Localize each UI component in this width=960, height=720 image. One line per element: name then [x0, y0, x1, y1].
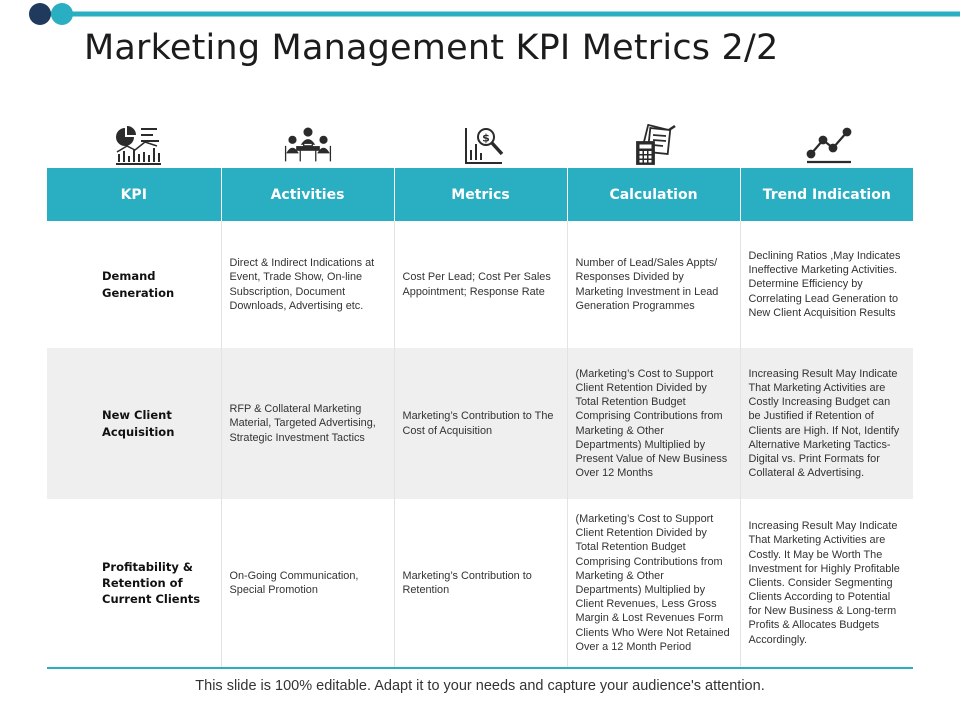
- header-activities: Activities: [221, 168, 394, 221]
- calculation-cell: Number of Lead/Sales Appts/ Responses Divided by Marketing Investment in Lead Generation Programmes: [567, 221, 740, 348]
- pie-chart-report-icon: [113, 124, 163, 166]
- footer-note: This slide is 100% editable. Adapt it to your needs and capture your audience's attention.: [195, 678, 765, 694]
- activities-cell: Direct & Indirect Indications at Event, Trade Show, On-line Subscription, Document Downloads, Advertising etc.: [221, 221, 394, 348]
- table-row: [47, 348, 913, 499]
- activities-cell: On-Going Communication, Special Promotion: [221, 499, 394, 668]
- header-kpi: KPI: [47, 168, 221, 221]
- page-title: Marketing Management KPI Metrics 2/2: [84, 28, 779, 68]
- dollar-magnifier-chart-icon: [456, 124, 506, 166]
- kpi-cell: Demand Generation: [102, 269, 175, 300]
- svg-text:$: $: [482, 131, 490, 145]
- header-metrics: Metrics: [394, 168, 567, 221]
- trend-cell: Declining Ratios ,May Indicates Ineffective Marketing Activities. Determine Efficiency by Correlating Lead Generation to New Client Acquisition Results: [740, 221, 913, 348]
- table-header-row: [47, 168, 913, 221]
- calculator-documents-icon: [631, 124, 681, 166]
- calculation-cell: (Marketing’s Cost to Support Client Retention Divided by Total Retention Budget Comprising Contributions from Marketing & Other Departments) Multiplied by Client Revenues, Less Gross Margin & Lost Revenues Form Clients Who Were Not Retained Over a 12 Month Period: [567, 499, 740, 668]
- header-trend-indication: Trend Indication: [740, 168, 913, 221]
- metrics-cell: Marketing’s Contribution to Retention: [394, 499, 567, 668]
- trend-cell: Increasing Result May Indicate That Marketing Activities are Costly Increasing Budget can be Justified if Retention of Clients are High. If Not, Identify Alternative Marketing Tactics- Digital vs. Print Formats for Collateral & Advertising.: [740, 348, 913, 499]
- kpi-table: [47, 168, 913, 669]
- activities-cell: RFP & Collateral Marketing Material, Targeted Advertising, Strategic Investment Tactics: [221, 348, 394, 499]
- table-row: [47, 221, 913, 348]
- table-row: [47, 499, 913, 668]
- header-calculation: Calculation: [567, 168, 740, 221]
- trend-cell: Increasing Result May Indicate That Marketing Activities are Costly. It May be Worth The Investment for Highly Profitable Clients. Consider Segmenting Clients According to Potential for New Business & Long-term Profits & Allocates Budgets Accordingly.: [740, 499, 913, 668]
- kpi-cell: New Client Acquisition: [102, 408, 175, 439]
- metrics-cell: Cost Per Lead; Cost Per Sales Appointment; Response Rate: [394, 221, 567, 348]
- calculation-cell: (Marketing’s Cost to Support Client Retention Divided by Total Retention Budget Comprising Contributions from Marketing & Other Departments) Multiplied by Present Value of New Business Over 12 Months: [567, 348, 740, 499]
- top-decoration-bar: [0, 0, 960, 30]
- trend-line-icon: [804, 124, 854, 166]
- meeting-table-icon: [283, 124, 333, 166]
- kpi-cell: Profitability & Retention of Current Clients: [47, 499, 221, 668]
- metrics-cell: Marketing’s Contribution to The Cost of Acquisition: [394, 348, 567, 499]
